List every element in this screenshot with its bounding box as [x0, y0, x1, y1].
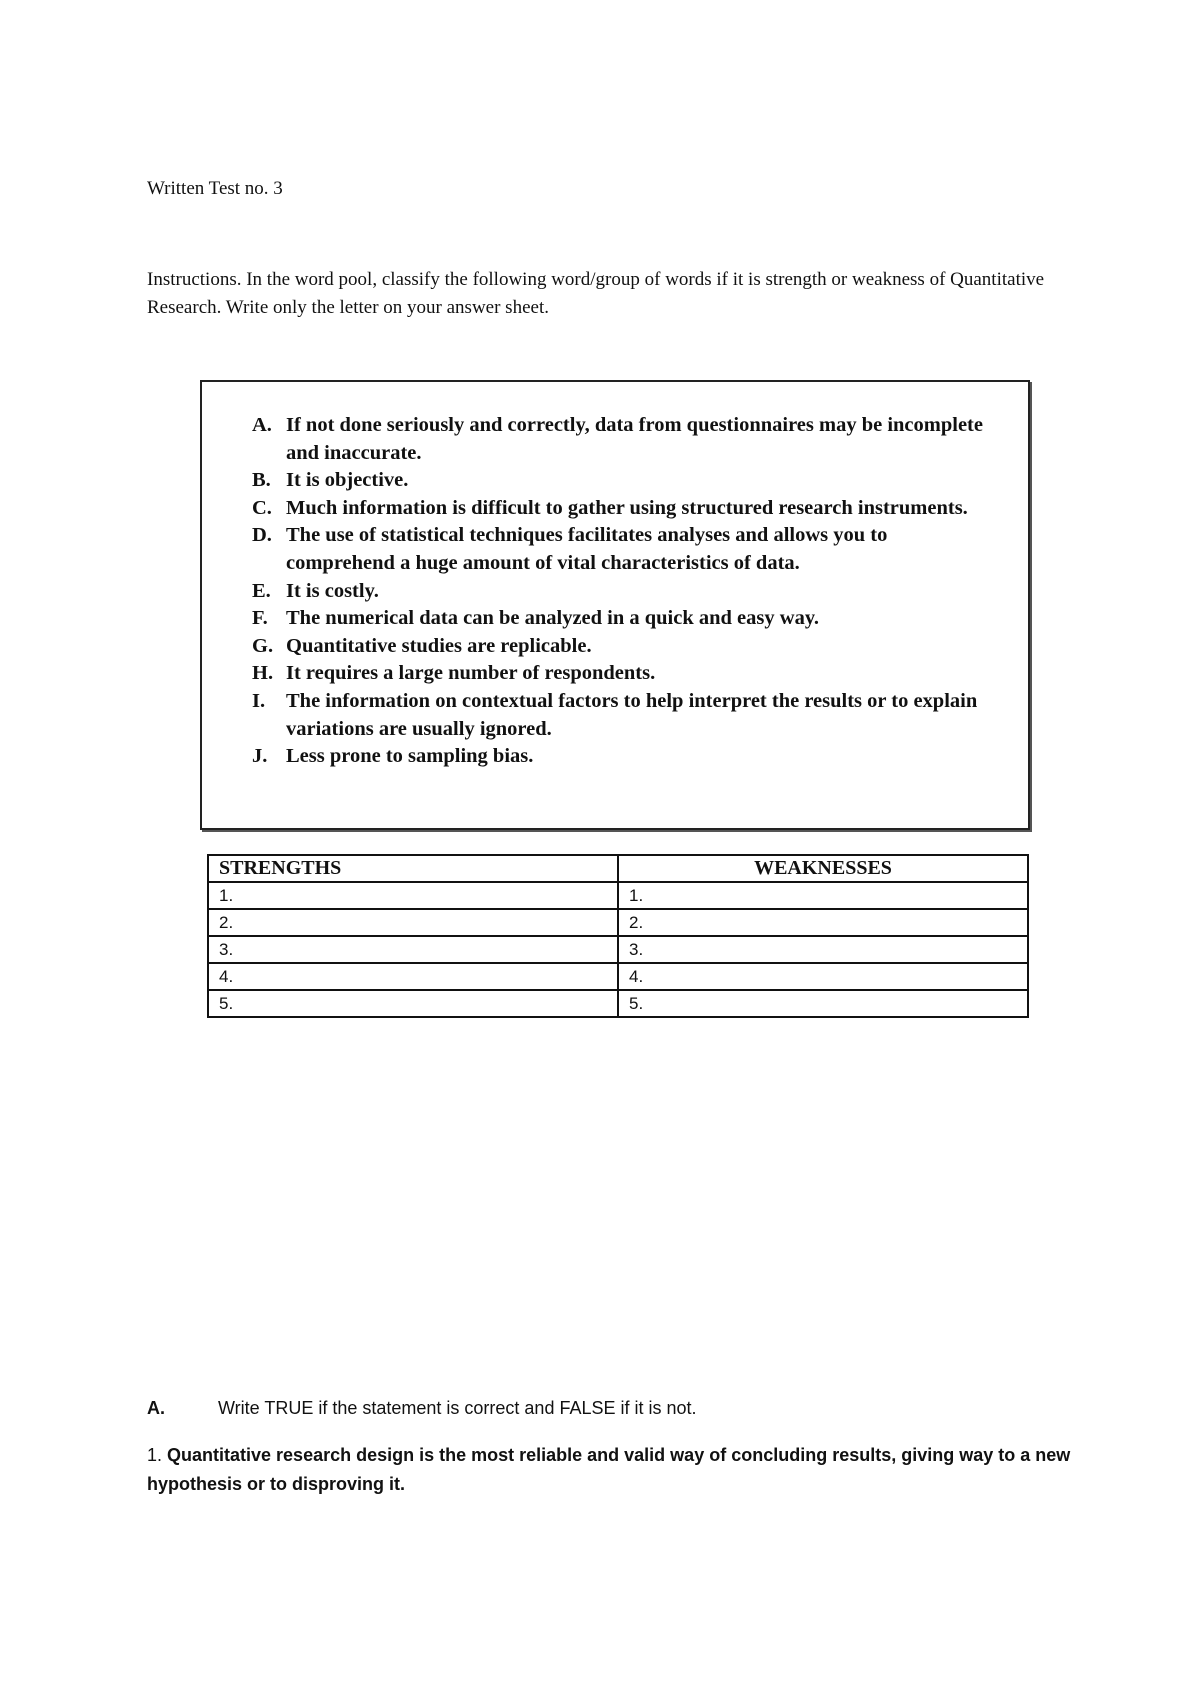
question-1: [147, 1441, 1077, 1499]
item-text: The use of statistical techniques facilitates analyses and allows you to comprehend a huge amount of vital characteristics of data.: [286, 524, 888, 574]
item-letter: H.: [252, 662, 274, 685]
word-pool-item: [252, 688, 992, 743]
item-letter: D.: [252, 524, 272, 547]
section-a-heading: [147, 1398, 697, 1419]
weakness-cell: 4.: [618, 963, 1028, 990]
item-letter: J.: [252, 745, 268, 768]
strength-cell: 5.: [208, 990, 618, 1017]
word-pool-item: [252, 578, 992, 606]
item-text: Much information is difficult to gather using structured research instruments.: [286, 496, 968, 519]
table-row: [208, 963, 1028, 990]
table-row: [208, 882, 1028, 909]
instructions: Instructions. In the word pool, classify the following word/group of words if it is strength or weakness of Quantitative Research. Write only the letter on your answer sheet.: [147, 269, 1045, 318]
weakness-cell: 2.: [618, 909, 1028, 936]
item-letter: B.: [252, 469, 271, 492]
word-pool-item: [252, 743, 992, 771]
item-letter: G.: [252, 634, 274, 657]
item-text: It is objective.: [286, 469, 409, 492]
strength-cell: 4.: [208, 963, 618, 990]
strength-cell: 2.: [208, 909, 618, 936]
item-text: If not done seriously and correctly, data from questionnaires may be incomplete and inaccurate.: [286, 414, 983, 464]
test-title: Written Test no. 3: [147, 178, 283, 199]
item-text: Less prone to sampling bias.: [286, 745, 534, 768]
strength-cell: 3.: [208, 936, 618, 963]
question-number: 1.: [147, 1445, 163, 1465]
question-text: Quantitative research design is the most reliable and valid way of concluding results, giving way to a new hypothesis or to disproving it.: [147, 1445, 1071, 1494]
section-a-label: A.: [147, 1398, 165, 1418]
weakness-cell: 3.: [618, 936, 1028, 963]
item-letter: A.: [252, 414, 272, 436]
strength-cell: 1.: [208, 882, 618, 909]
item-text: It requires a large number of respondents.: [286, 662, 656, 685]
section-a-text: Write TRUE if the statement is correct and FALSE if it is not.: [218, 1398, 697, 1418]
word-pool-item: [252, 605, 992, 633]
strengths-header: STRENGTHS: [208, 855, 618, 882]
word-pool-item: [252, 660, 992, 688]
word-pool-item: [252, 495, 992, 523]
item-letter: F.: [252, 607, 268, 630]
item-text: Quantitative studies are replicable.: [286, 634, 592, 657]
item-text: The numerical data can be analyzed in a quick and easy way.: [286, 607, 820, 630]
answer-table: [207, 854, 1029, 1018]
word-pool-list: [252, 412, 992, 771]
item-letter: C.: [252, 496, 272, 519]
table-row: [208, 990, 1028, 1017]
table-row: [208, 936, 1028, 963]
word-pool-item: [252, 412, 992, 467]
table-header-row: [208, 855, 1028, 882]
item-letter: I.: [252, 689, 266, 712]
word-pool-item: [252, 522, 992, 577]
item-text: It is costly.: [286, 579, 379, 602]
item-text: The information on contextual factors to help interpret the results or to explain variations are usually ignored.: [286, 689, 978, 740]
weakness-cell: 1.: [618, 882, 1028, 909]
word-pool-item: [252, 467, 992, 495]
table-row: [208, 909, 1028, 936]
word-pool-item: [252, 633, 992, 661]
word-pool-box: [200, 380, 1030, 830]
item-letter: E.: [252, 579, 271, 602]
weakness-cell: 5.: [618, 990, 1028, 1017]
weaknesses-header: WEAKNESSES: [618, 855, 1028, 882]
